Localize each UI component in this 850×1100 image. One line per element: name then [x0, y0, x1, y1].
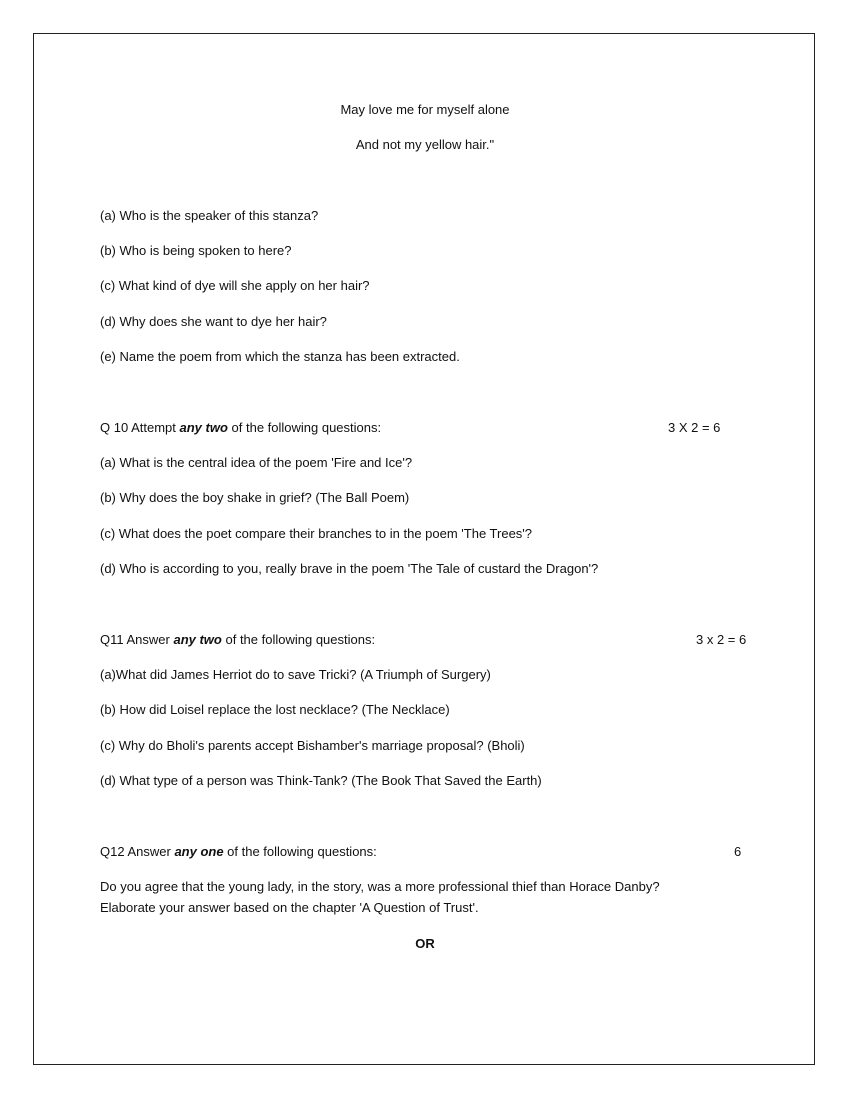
or-separator: OR [415, 936, 435, 951]
heading-emphasis: any two [179, 420, 228, 435]
question-part: (a)What did James Herriot do to save Tricki? (A Triumph of Surgery) [100, 667, 491, 682]
question-part: (b) Who is being spoken to here? [100, 243, 292, 258]
question-heading [100, 844, 377, 860]
marks-label: 3 x 2 = 6 [696, 632, 747, 647]
question-part: (b) How did Loisel replace the lost necklace? (The Necklace) [100, 702, 450, 717]
question-heading [100, 632, 375, 648]
question-part: (d) Who is according to you, really brave in the poem 'The Tale of custard the Dragon'? [100, 561, 599, 576]
question-text: Elaborate your answer based on the chapter 'A Question of Trust'. [100, 900, 479, 915]
heading-text: Q12 Answer [100, 844, 175, 859]
question-part: (c) What kind of dye will she apply on her hair? [100, 278, 370, 293]
poem-line: May love me for myself alone [340, 102, 510, 117]
heading-emphasis: any one [174, 844, 224, 859]
heading-text: of the following questions: [223, 844, 377, 859]
question-part: (e) Name the poem from which the stanza has been extracted. [100, 349, 460, 364]
question-part: (b) Why does the boy shake in grief? (The Ball Poem) [100, 490, 410, 505]
heading-text: of the following questions: [227, 420, 382, 435]
marks-label: 6 [734, 844, 742, 859]
marks-label: 3 X 2 = 6 [668, 420, 721, 435]
question-part: (a) Who is the speaker of this stanza? [100, 208, 319, 223]
question-part: (d) Why does she want to dye her hair? [100, 314, 327, 329]
heading-text: of the following questions: [221, 632, 376, 647]
poem-line: And not my yellow hair." [355, 137, 495, 152]
heading-text: Q 10 Attempt [100, 420, 180, 435]
question-part: (d) What type of a person was Think-Tank? (The Book That Saved the Earth) [100, 773, 542, 788]
question-part: (c) Why do Bholi's parents accept Bishamber's marriage proposal? (Bholi) [100, 738, 525, 753]
question-heading [100, 420, 381, 436]
question-text: Do you agree that the young lady, in the story, was a more professional thief than Horace Danby? [100, 879, 660, 894]
question-part: (c) What does the poet compare their branches to in the poem 'The Trees'? [100, 526, 533, 541]
question-part: (a) What is the central idea of the poem 'Fire and Ice'? [100, 455, 413, 470]
heading-text: Q11 Answer [100, 632, 174, 647]
heading-emphasis: any two [173, 632, 222, 647]
